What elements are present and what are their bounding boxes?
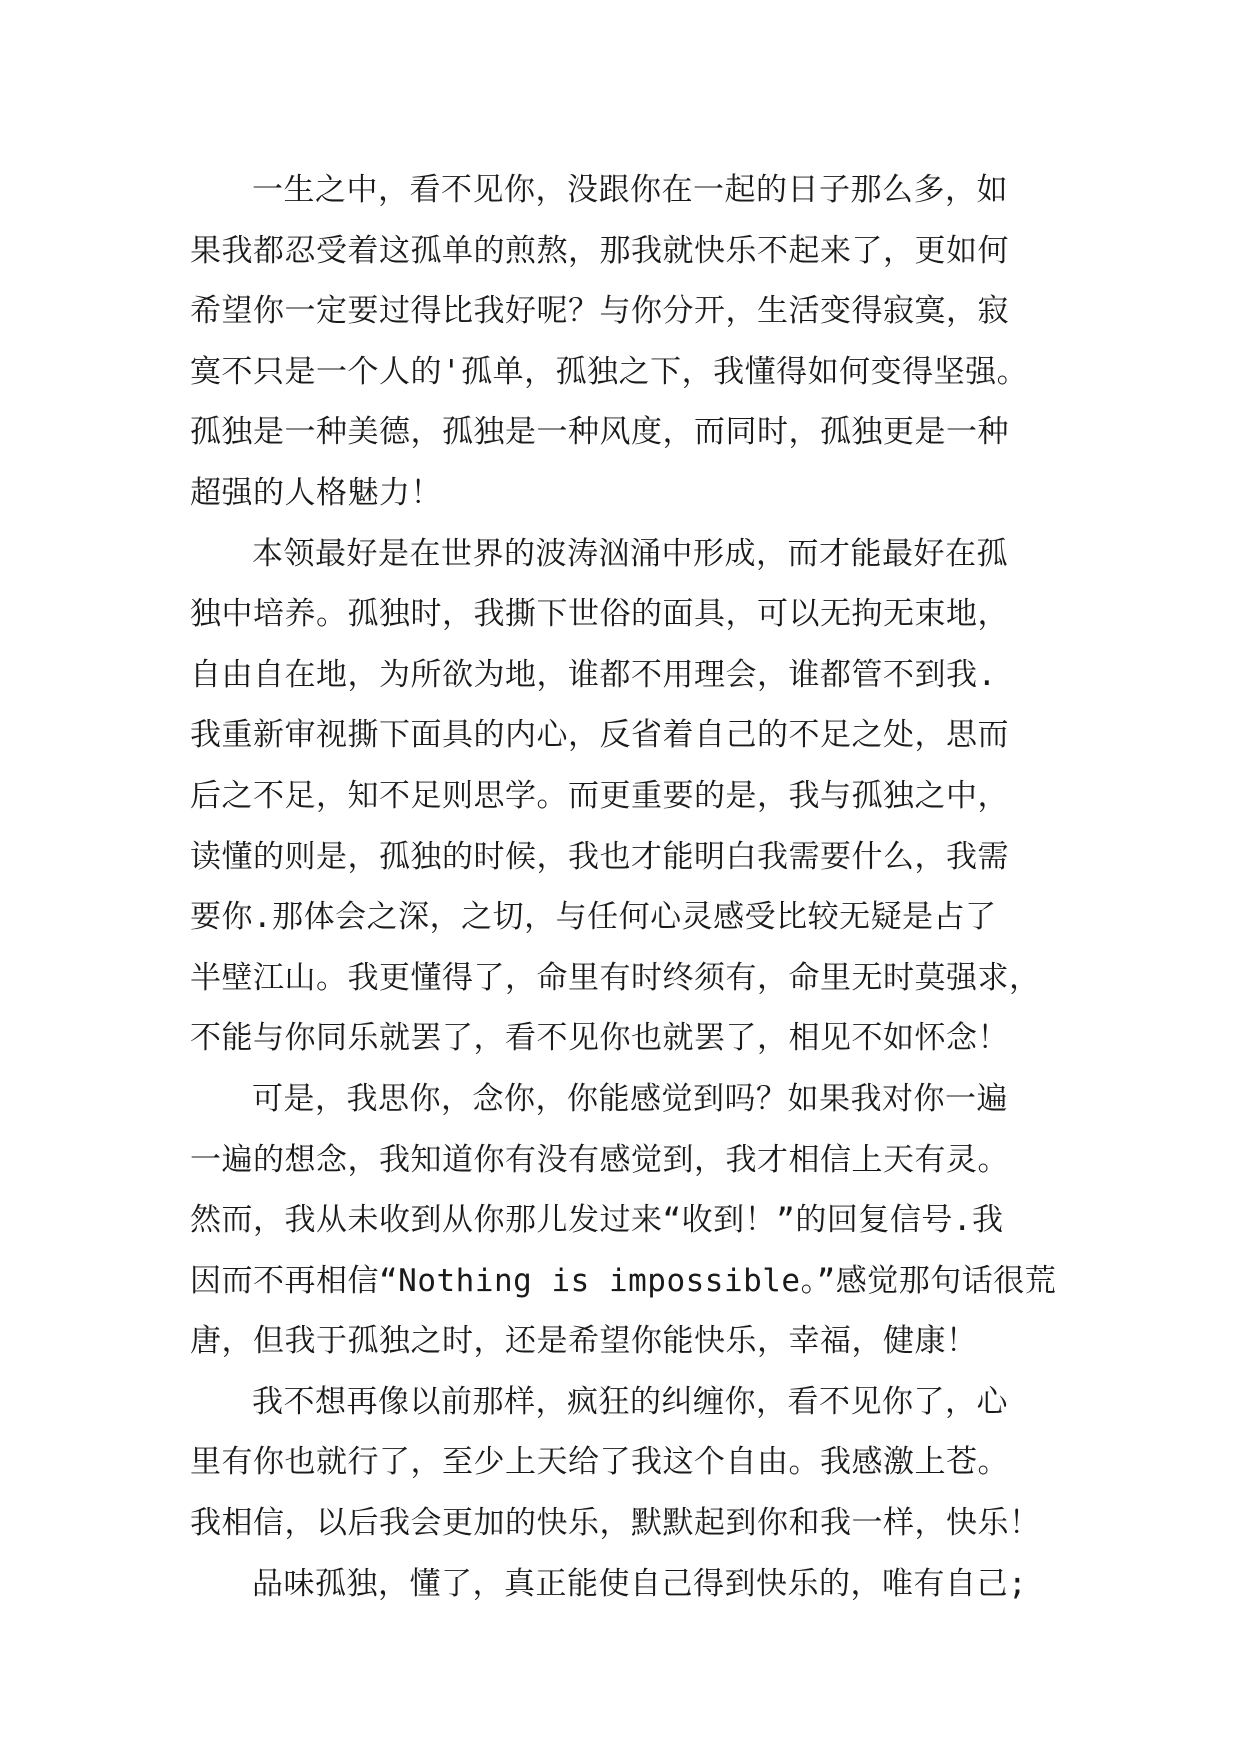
text-line: 然而，我从未收到从你那儿发过来“收到！”的回复信号.我 bbox=[190, 1202, 1004, 1239]
text-line: 我重新审视撕下面具的内心，反省着自己的不足之处，思而 bbox=[190, 717, 1009, 754]
document-body bbox=[190, 160, 1070, 1614]
text-line: 我相信，以后我会更加的快乐，默默起到你和我一样，快乐！ bbox=[190, 1505, 1041, 1542]
text-line: 独中培养。孤独时，我撕下世俗的面具，可以无拘无束地， bbox=[190, 596, 1009, 633]
text-line: 因而不再相信“Nothing is impossible。”感觉那句话很荒 bbox=[190, 1262, 1057, 1299]
text-line: 要你.那体会之深，之切，与任何心灵感受比较无疑是占了 bbox=[190, 899, 997, 936]
text-line: 超强的人格魅力！ bbox=[190, 474, 442, 511]
text-line: 自由自在地，为所欲为地，谁都不用理会，谁都管不到我. bbox=[190, 656, 997, 693]
text-line: 我不想再像以前那样，疯狂的纠缠你，看不见你了，心 bbox=[252, 1383, 1008, 1420]
text-line: 孤独是一种美德，孤独是一种风度，而同时，孤独更是一种 bbox=[190, 414, 1009, 451]
text-line: 里有你也就行了，至少上天给了我这个自由。我感激上苍。 bbox=[190, 1444, 1009, 1481]
text-line: 本领最好是在世界的波涛汹涌中形成，而才能最好在孤 bbox=[252, 535, 1008, 572]
text-line: 希望你一定要过得比我好呢？与你分开，生活变得寂寞，寂 bbox=[190, 293, 1009, 330]
text-line: 后之不足，知不足则思学。而更重要的是，我与孤独之中， bbox=[190, 777, 1009, 814]
paragraph-3 bbox=[190, 1069, 1070, 1372]
paragraph-4 bbox=[190, 1372, 1070, 1554]
text-line: 一遍的想念，我知道你有没有感觉到，我才相信上天有灵。 bbox=[190, 1141, 1009, 1178]
text-line: 半壁江山。我更懂得了，命里有时终须有，命里无时莫强求， bbox=[190, 959, 1041, 996]
text-line: 果我都忍受着这孤单的煎熬，那我就快乐不起来了，更如何 bbox=[190, 232, 1009, 269]
text-line: 可是，我思你，念你，你能感觉到吗？如果我对你一遍 bbox=[252, 1080, 1008, 1117]
text-line: 寞不只是一个人的'孤单，孤独之下，我懂得如何变得坚强。 bbox=[190, 353, 1029, 390]
text-line: 一生之中，看不见你，没跟你在一起的日子那么多，如 bbox=[252, 172, 1008, 208]
paragraph-1 bbox=[190, 160, 1070, 524]
paragraph-5 bbox=[190, 1554, 1070, 1615]
text-line: 唐，但我于孤独之时，还是希望你能快乐，幸福，健康！ bbox=[190, 1323, 978, 1360]
paragraph-2 bbox=[190, 524, 1070, 1069]
text-line: 不能与你同乐就罢了，看不见你也就罢了，相见不如怀念！ bbox=[190, 1020, 1009, 1057]
text-line: 品味孤独，懂了，真正能使自己得到快乐的，唯有自己; bbox=[252, 1565, 1028, 1602]
text-line: 读懂的则是，孤独的时候，我也才能明白我需要什么，我需 bbox=[190, 838, 1009, 875]
